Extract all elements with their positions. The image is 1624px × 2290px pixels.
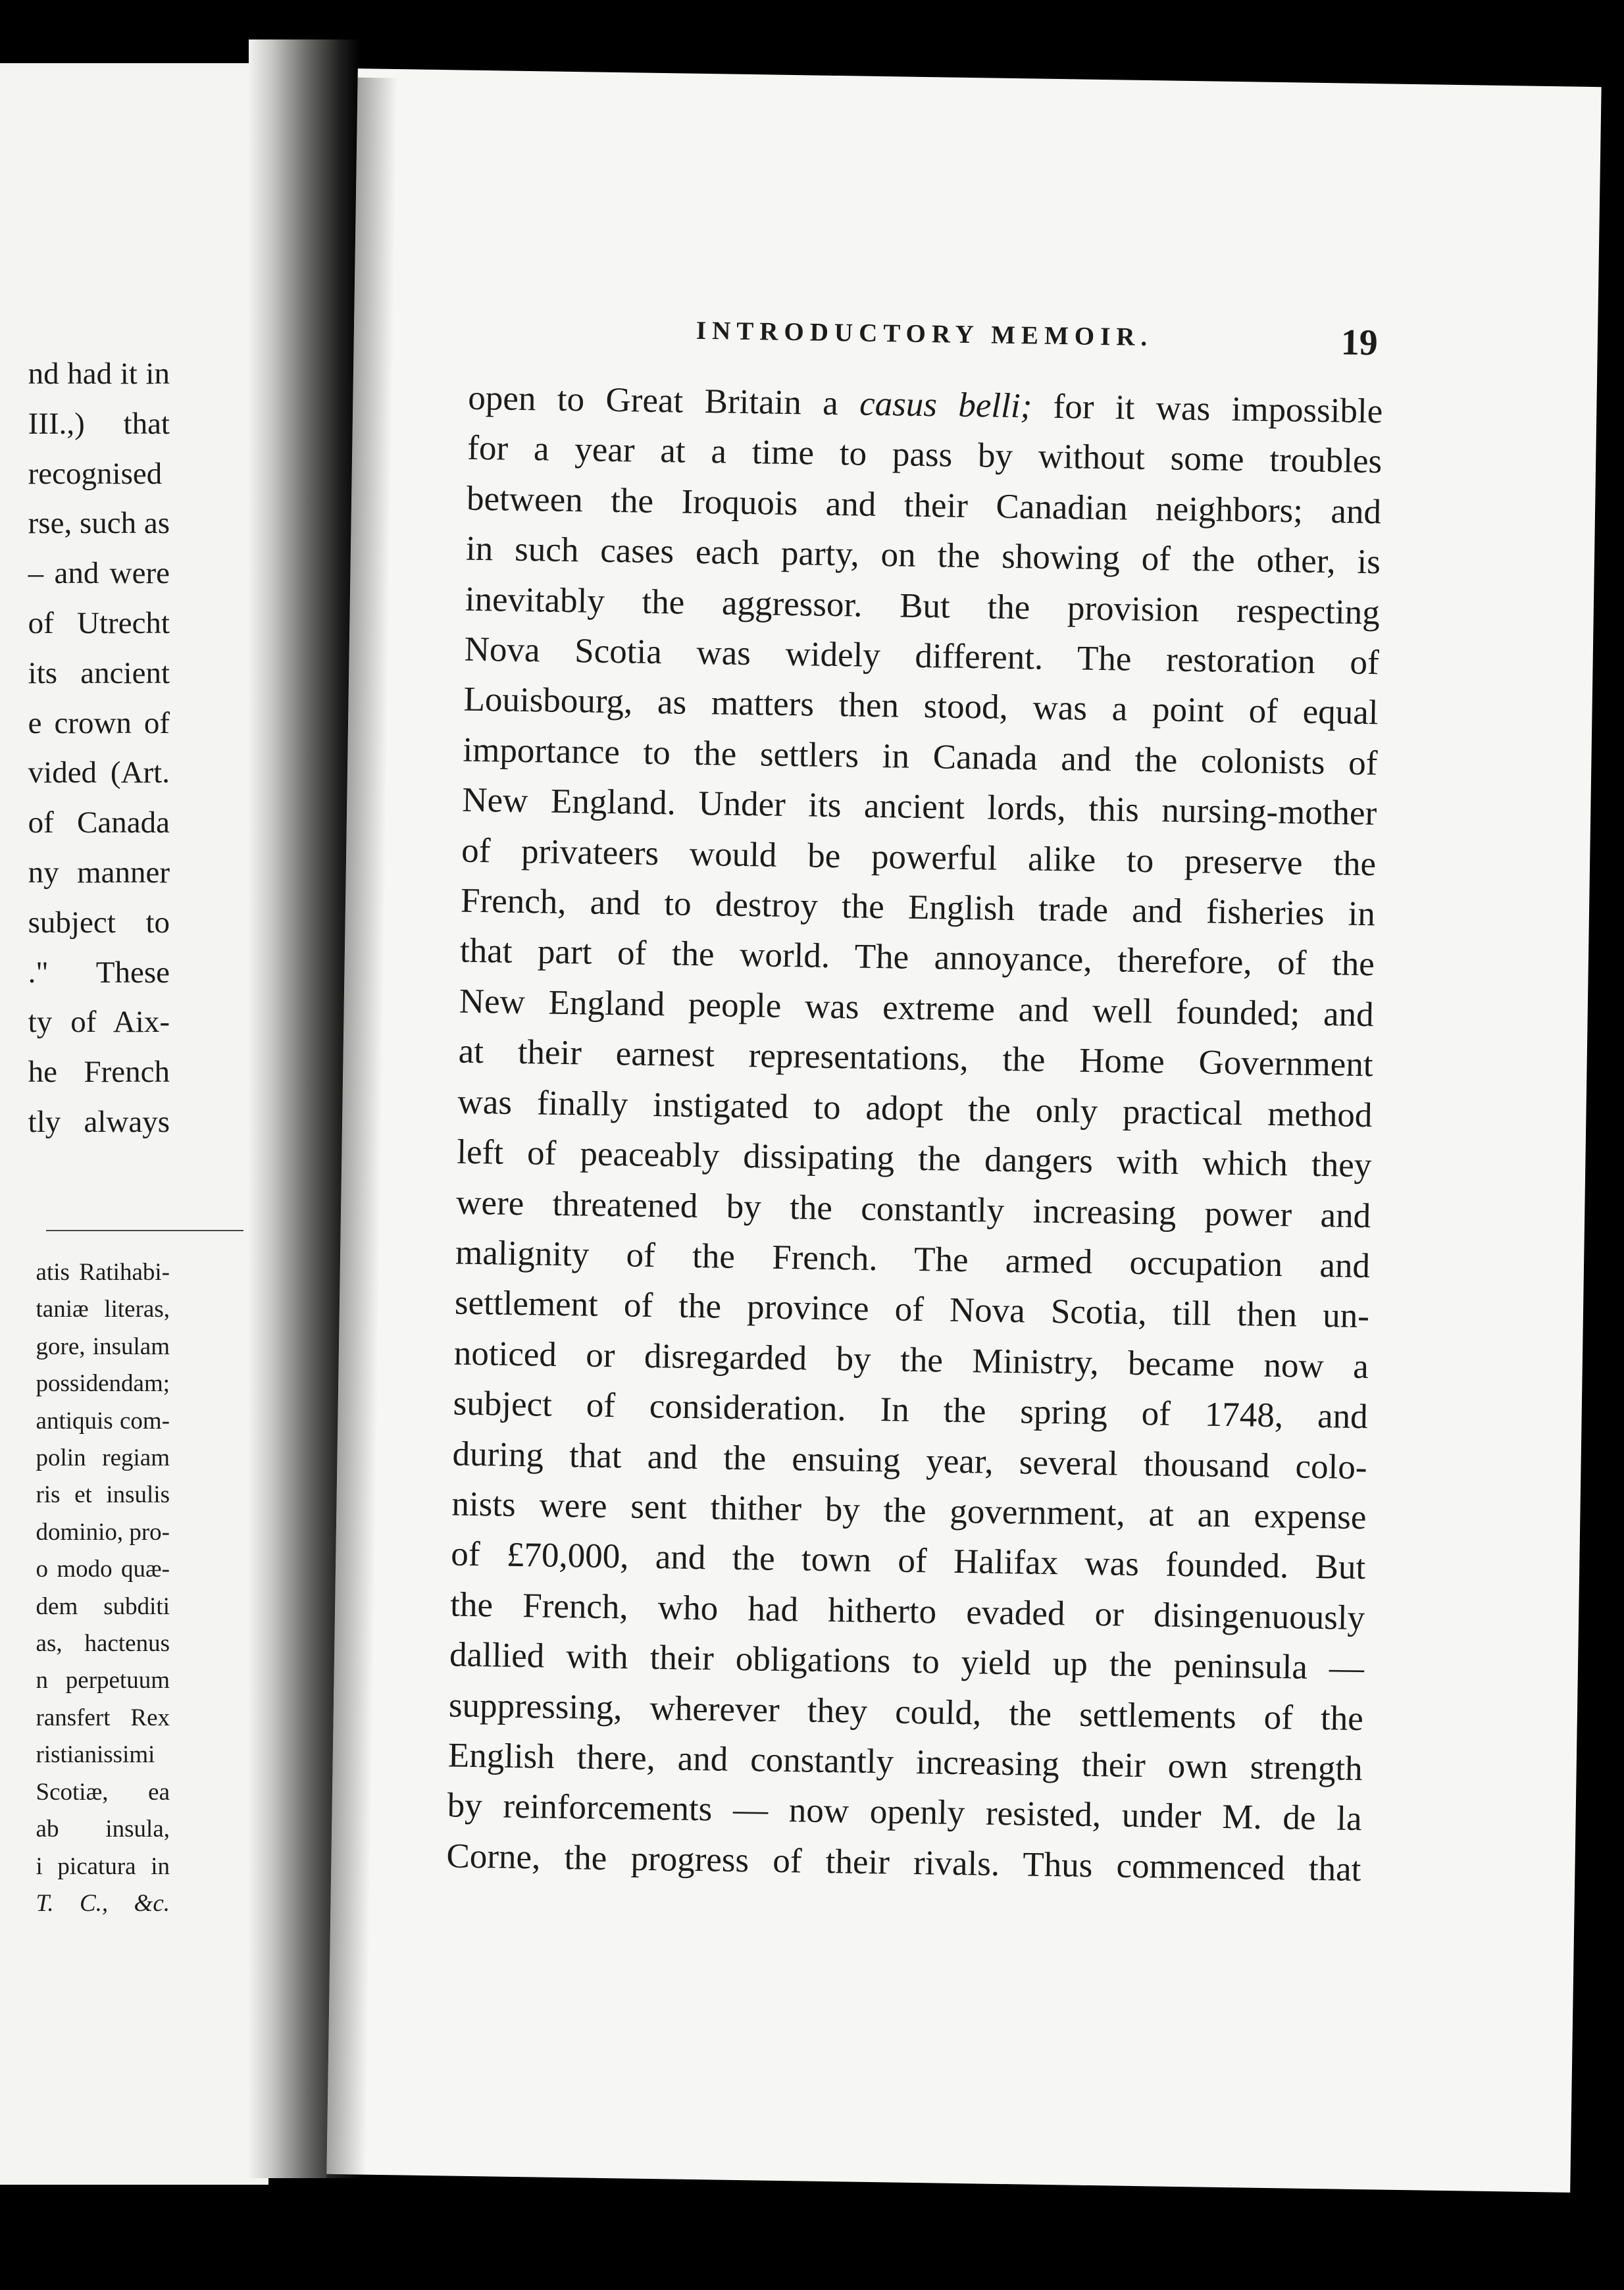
body-text-line: that part of the world. The annoyance, therefore, of the — [459, 932, 1375, 984]
footnote-line: as, hactenus — [36, 1630, 170, 1658]
body-text-line: New England. Under its ancient lords, this nursing-mother — [461, 780, 1377, 833]
body-text-line: open to Great Britain a casus belli; for it was impossible — [468, 378, 1383, 431]
body-text-line: noticed or disregarded by the Ministry, became now a — [453, 1334, 1369, 1386]
left-page-footnote — [36, 1254, 170, 1922]
footnote-line: dominio, pro- — [36, 1518, 170, 1546]
body-text-line: in such cases each party, on the showing of the other, is — [465, 529, 1381, 582]
body-text-line: the French, who had hitherto evaded or disingenuously — [449, 1585, 1365, 1637]
left-text-line: recognised — [28, 456, 163, 491]
footnote-line: ransfert Rex — [36, 1704, 170, 1731]
left-page-text — [28, 349, 170, 1148]
body-text-line: of privateers would be powerful alike to preserve the — [461, 831, 1377, 883]
body-text-line: English there, and constantly increasing their own strength — [447, 1736, 1363, 1789]
body-text-line: was finally instigated to adopt the only practical method — [457, 1082, 1373, 1134]
left-text-line: ny manner — [28, 855, 170, 890]
left-text-line: – and were — [28, 556, 170, 591]
body-text-line: nists were sent thither by the government, at an expense — [451, 1485, 1367, 1537]
footnote-line: o modo quæ- — [36, 1556, 170, 1583]
footnote-line: polin regiam — [36, 1444, 170, 1472]
right-page — [326, 68, 1601, 2193]
body-text-line: suppressing, wherever they could, the settlements of the — [448, 1686, 1364, 1738]
footnote-line: T. C., &c. — [36, 1889, 170, 1917]
left-text-line: III.,) that — [28, 406, 170, 441]
page-number: 19 — [1340, 322, 1379, 364]
body-text-line: New England people was extreme and well founded; and — [459, 982, 1375, 1034]
body-text-line: Louisbourg, as matters then stood, was a point of equal — [463, 680, 1379, 732]
left-text-line: subject to — [28, 905, 170, 940]
left-text-line: its ancient — [28, 655, 170, 690]
left-text-line: ty of Aix- — [28, 1005, 170, 1040]
footnote-line: ab insula, — [36, 1816, 170, 1843]
body-text-line: subject of consideration. In the spring of 1748, and — [453, 1384, 1369, 1437]
body-text-line: between the Iroquois and their Canadian neighbors; and — [466, 479, 1382, 532]
body-text-line: dallied with their obligations to yield up the peninsula — — [449, 1635, 1365, 1688]
body-text-line: Nova Scotia was widely different. The restoration of — [464, 630, 1380, 682]
italic-phrase: casus belli; — [859, 384, 1032, 426]
footnote-line: n perpetuum — [36, 1667, 170, 1694]
left-text-line: he French — [28, 1055, 170, 1090]
body-text-line: were threatened by the constantly increasing power and — [455, 1183, 1371, 1235]
body-text-line: inevitably the aggressor. But the provision respecting — [465, 580, 1381, 632]
body-text-line: French, and to destroy the English trade and fisheries in — [460, 881, 1376, 934]
left-text-line: of Canada — [28, 805, 170, 840]
footnote-divider — [46, 1230, 243, 1231]
footnote-line: ristianissimi — [36, 1741, 155, 1769]
body-text-line: Corne, the progress of their rivals. Thus commenced that — [446, 1837, 1361, 1889]
body-text — [446, 373, 1383, 1895]
footnote-line: i picatura in — [36, 1852, 170, 1880]
body-text-line: importance to the settlers in Canada and the colonists of — [463, 730, 1378, 783]
footnote-line: ris et insulis — [36, 1481, 170, 1509]
body-text-line: for a year at a time to pass by without some troubles — [467, 429, 1383, 481]
body-text-line: settlement of the province of Nova Scotia, till then un- — [454, 1283, 1370, 1336]
left-text-line: of Utrecht — [28, 605, 170, 640]
left-page — [0, 63, 268, 2185]
body-text-line: malignity of the French. The armed occupation and — [455, 1233, 1371, 1286]
footnote-line: Scotiæ, ea — [36, 1778, 170, 1806]
footnote-line: taniæ literas, — [36, 1296, 170, 1323]
running-head: INTRODUCTORY MEMOIR. — [696, 316, 1154, 352]
left-text-line: ." These — [28, 955, 170, 990]
footnote-line: atis Ratihabi- — [36, 1259, 170, 1286]
left-text-line: e crown of — [28, 705, 170, 740]
left-text-line: rse, such as — [28, 506, 170, 541]
footnote-line: dem subditi — [36, 1592, 170, 1620]
footnote-line: antiquis com- — [36, 1407, 170, 1435]
left-text-line: tly always — [28, 1104, 170, 1139]
footnote-line: gore, insulam — [36, 1333, 170, 1360]
body-text-line: at their earnest representations, the Home Government — [458, 1032, 1373, 1084]
left-text-line: vided (Art. — [28, 755, 170, 790]
left-text-line: nd had it in — [28, 357, 170, 391]
footnote-line: possidendam; — [36, 1370, 170, 1398]
body-text-line: by reinforcements — now openly resisted, under M. de la — [447, 1786, 1362, 1839]
body-text-line: during that and the ensuing year, several thousand colo- — [452, 1435, 1367, 1487]
body-text-line: of £70,000, and the town of Halifax was founded. But — [450, 1535, 1366, 1587]
body-text-line: left of peaceably dissipating the dangers with which they — [457, 1132, 1372, 1185]
